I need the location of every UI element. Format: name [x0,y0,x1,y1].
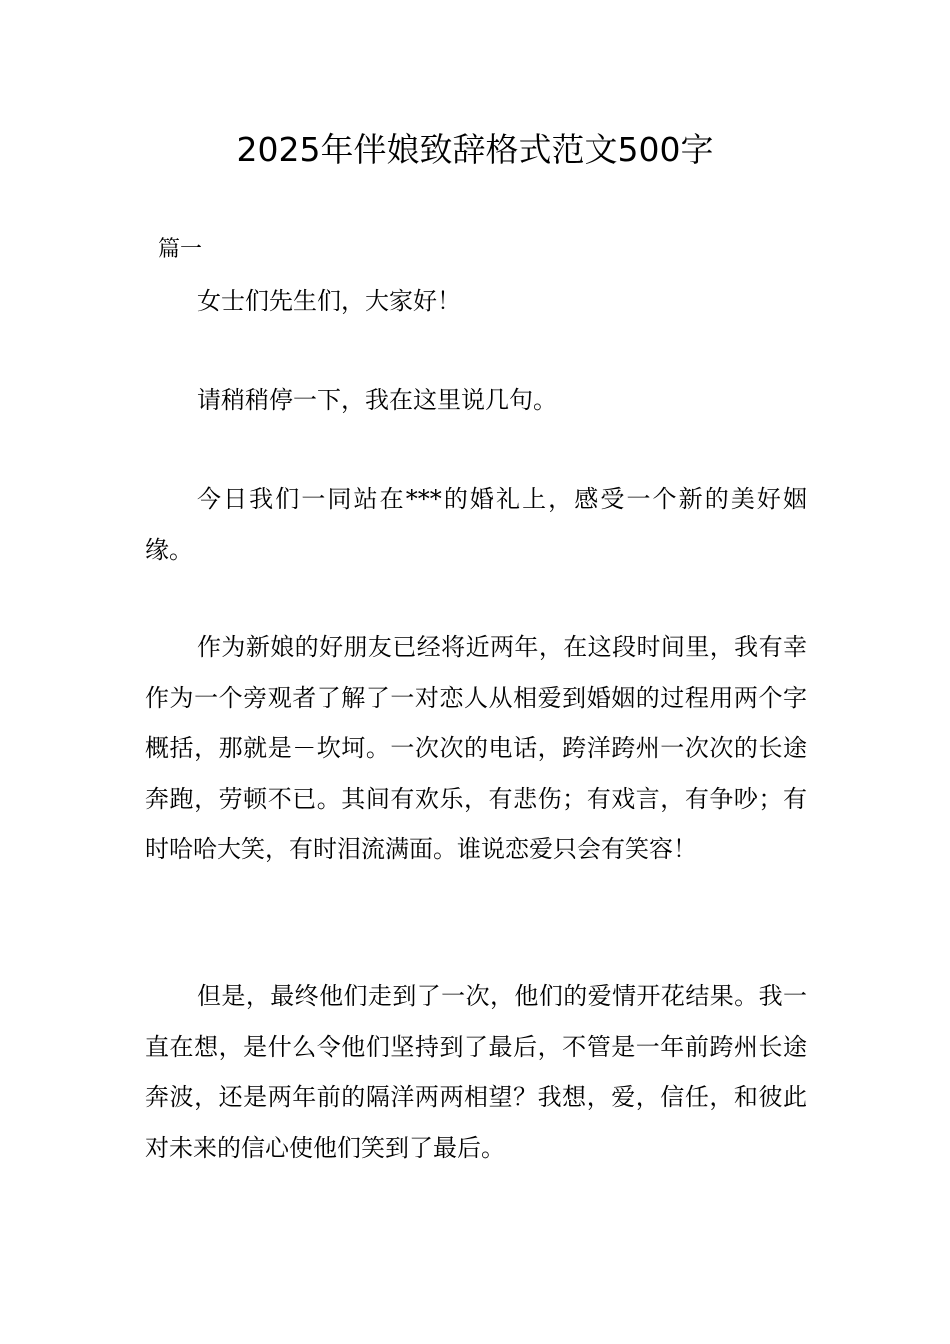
paragraph-greeting: 女士们先生们，大家好！ [197,287,461,315]
paragraph-conclusion: 但是，最终他们走到了一次，他们的爱情开花结果。我一直在想，是什么令他们坚持到了最后，不管是一年前跨州长途奔波，还是两年前的隔洋两两相望？我想，爱，信任，和彼此对未来的信心使他们笑到了最后。 [145,982,807,1162]
paragraph-friendship: 作为新娘的好朋友已经将近两年，在这段时间里，我有幸作为一个旁观者了解了一对恋人从相爱到婚姻的过程用两个字概括，那就是－坎坷。一次次的电话，跨洋跨州一次次的长途奔跑，劳顿不已。其间有欢乐，有悲伤；有戏言，有争吵；有时哈哈大笑，有时泪流满面。谁说恋爱只会有笑容！ [145,633,807,863]
section-label: 篇一 [158,237,203,262]
paragraph-wedding: 今日我们一同站在***的婚礼上，感受一个新的美好姻缘。 [145,485,807,564]
document-title: 2025年伴娘致辞格式范文500字 [236,130,714,169]
paragraph-pause: 请稍稍停一下，我在这里说几句。 [197,386,557,414]
